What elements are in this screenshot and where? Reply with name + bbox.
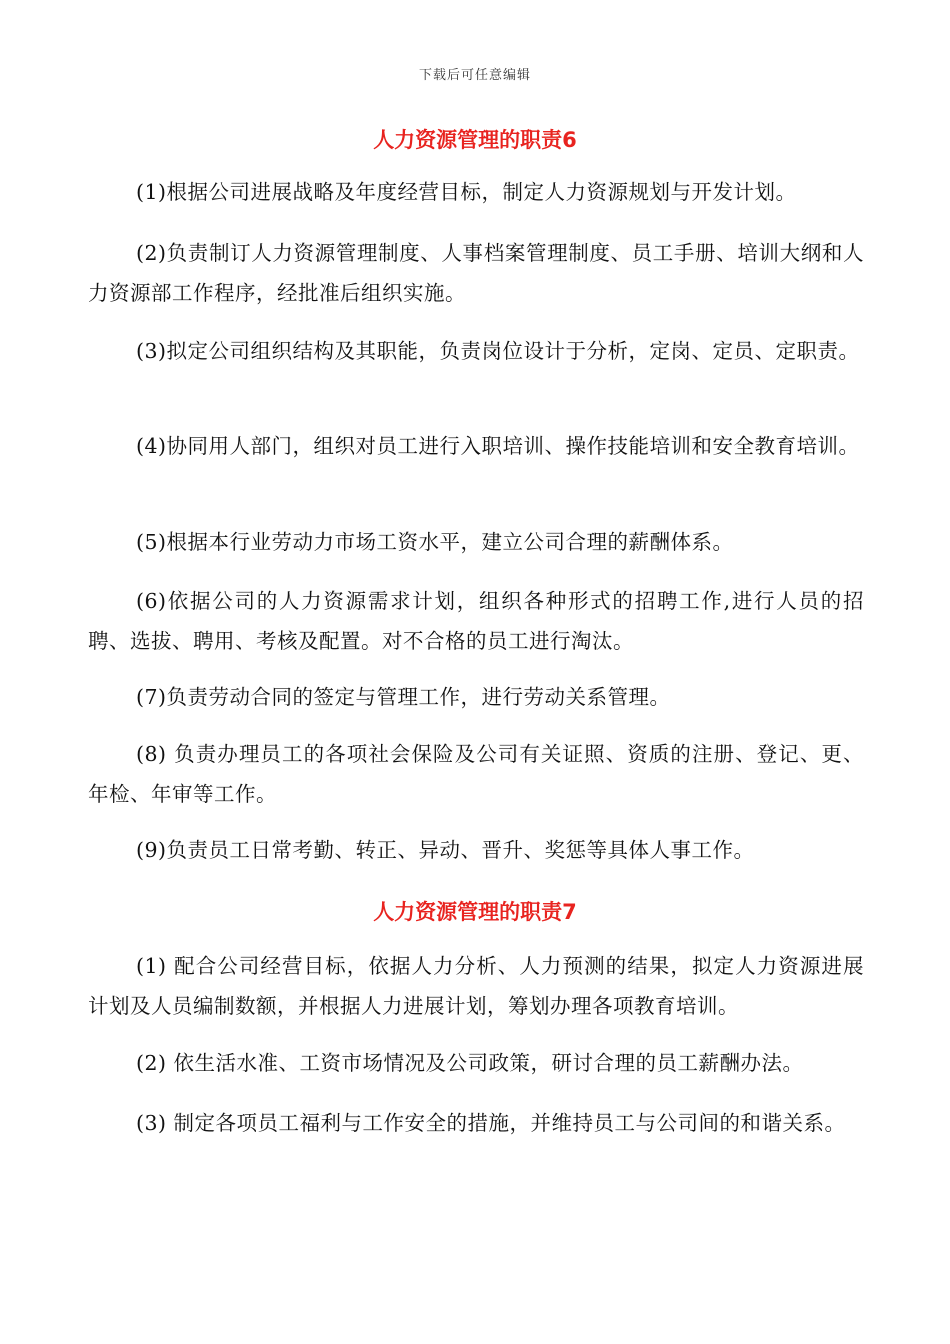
paragraph: (4)协同用人部门，组织对员工进行入职培训、操作技能培训和安全教育培训。 [136,434,860,458]
paragraph: (7)负责劳动合同的签定与管理工作，进行劳动关系管理。 [136,685,671,709]
paragraph: (2) 依生活水准、工资市场情况及公司政策，研讨合理的员工薪酬办法。 [136,1051,804,1075]
header-note: 下载后可任意编辑 [418,68,531,83]
paragraph: (2)负责制订人力资源管理制度、人事档案管理制度、员工手册、培训大纲和人力资源部工作程序，经批准后组织实施。 [88,241,864,305]
paragraph: (5)根据本行业劳动力市场工资水平，建立公司合理的薪酬体系。 [136,530,734,554]
paragraph: (8) 负责办理员工的各项社会保险及公司有关证照、资质的注册、登记、更、年检、年审等工作。 [88,742,864,806]
paragraph: (1)根据公司进展战略及年度经营目标，制定人力资源规划与开发计划。 [136,180,797,204]
section-title-7: 人力资源管理的职责7 [373,900,577,924]
paragraph: (6)依据公司的人力资源需求计划，组织各种形式的招聘工作,进行人员的招聘、选拔、聘用、考核及配置。对不合格的员工进行淘汰。 [88,589,864,653]
paragraph: (9)负责员工日常考勤、转正、异动、晋升、奖惩等具体人事工作。 [136,838,755,862]
paragraph: (3) 制定各项员工福利与工作安全的措施，并维持员工与公司间的和谐关系。 [136,1111,846,1135]
section-title-6: 人力资源管理的职责6 [373,128,577,152]
paragraph: (3)拟定公司组织结构及其职能，负责岗位设计于分析，定岗、定员、定职责。 [136,339,860,363]
paragraph: (1) 配合公司经营目标，依据人力分析、人力预测的结果，拟定人力资源进展计划及人员编制数额，并根据人力进展计划，筹划办理各项教育培训。 [88,954,864,1018]
